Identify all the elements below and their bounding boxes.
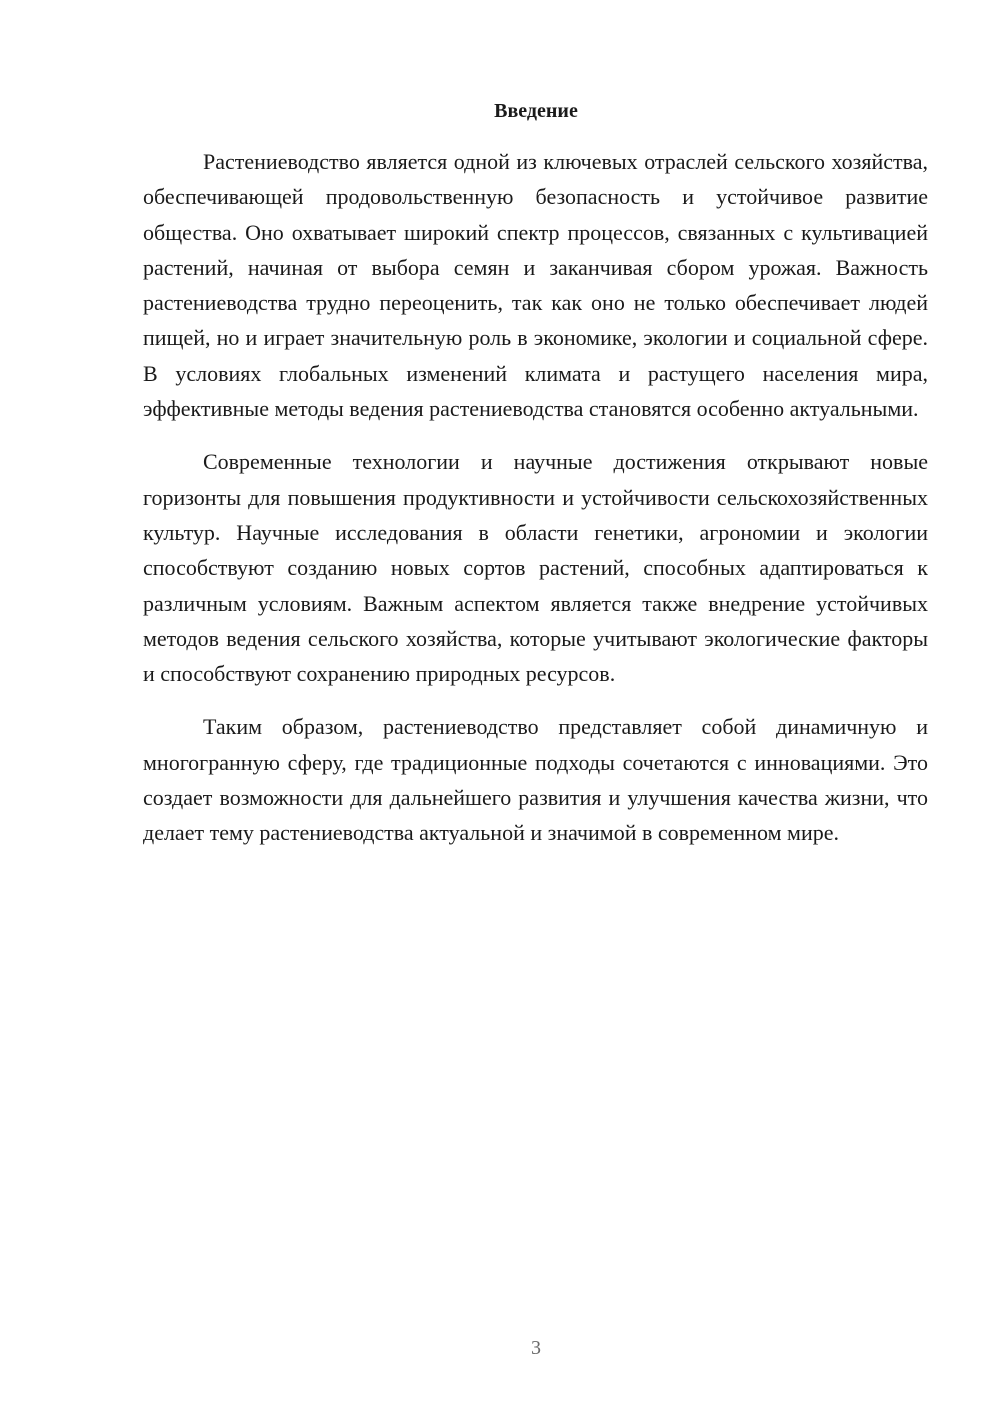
paragraph-2: Современные технологии и научные достижения открывают новые горизонты для повышения продуктивности и устойчивости сельскохозяйственных культур. Научные исследования в области генетики, агрономии и экологии способствуют созданию новых сортов растений, способных адаптироваться к различным условиям. Важным аспектом является также внедрение устойчивых методов ведения сельского хозяйства, которые учитывают экологические факторы и способствуют сохранению природных ресурсов.: [143, 449, 928, 687]
page-number: 3: [531, 1337, 541, 1359]
paragraph-3: Таким образом, растениеводство представляет собой динамичную и многогранную сферу, где традиционные подходы сочетаются с инновациями. Это создает возможности для дальнейшего развития и улучшения качества жизни, что делает тему растениеводства актуальной и значимой в современном мире.: [143, 714, 928, 846]
section-heading: Введение: [494, 100, 578, 122]
paragraph-1: Растениеводство является одной из ключевых отраслей сельского хозяйства, обеспечивающей продовольственную безопасность и устойчивое развитие общества. Оно охватывает широкий спектр процессов, связанных с культивацией растений, начиная от выбора семян и заканчивая сбором урожая. Важность растениеводства трудно переоценить, так как оно не только обеспечивает людей пищей, но и играет значительную роль в экономике, экологии и социальной сфере. В условиях глобальных изменений климата и растущего населения мира, эффективные методы ведения растениеводства становятся особенно актуальными.: [143, 149, 928, 422]
body-text: [143, 144, 928, 869]
